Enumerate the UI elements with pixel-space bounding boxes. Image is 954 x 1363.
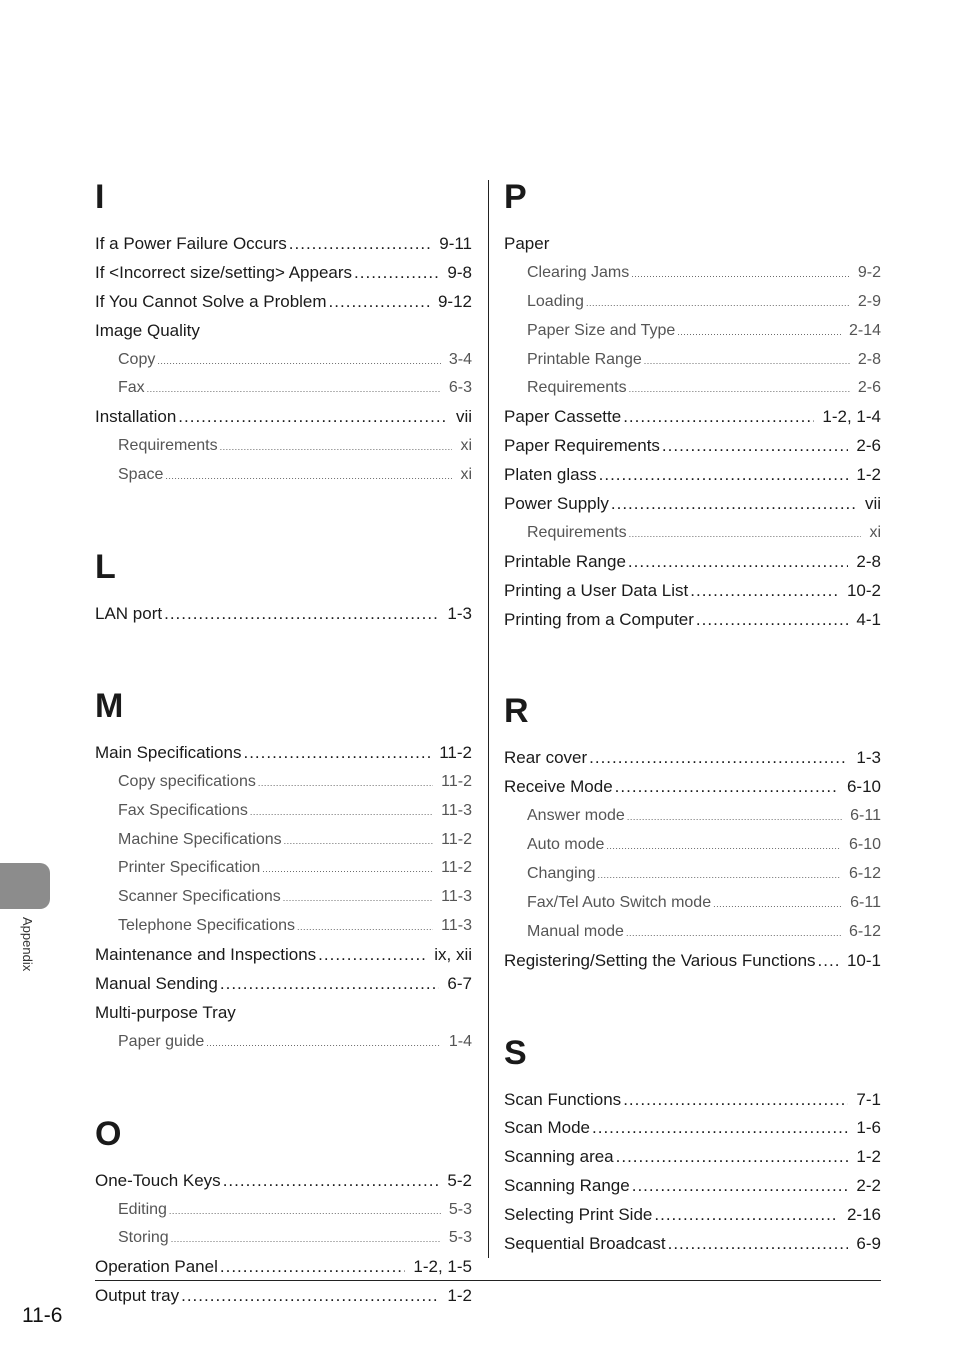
- entry-text: Printable Range: [504, 551, 626, 571]
- entry-text: Maintenance and Inspections: [95, 945, 317, 965]
- entry-text: If You Cannot Solve a Problem: [95, 291, 327, 311]
- index-subentry: [95, 912, 472, 941]
- entry-page: 1-6: [856, 1118, 881, 1138]
- index-entry: [95, 941, 472, 970]
- dot-leader: [599, 461, 849, 490]
- dot-leader: [164, 600, 439, 629]
- entry-page: 2-2: [856, 1176, 881, 1196]
- index-subentry: [95, 1224, 472, 1253]
- entry-page: 6-11: [850, 807, 881, 825]
- index-entry: [504, 1172, 881, 1201]
- entry-page: 1-2, 1-5: [413, 1257, 472, 1277]
- entry-page: 2-16: [846, 1205, 881, 1225]
- entry-page: ix, xii: [434, 945, 472, 965]
- index-entry: [95, 600, 472, 629]
- dot-leader: [284, 827, 434, 856]
- entry-text: Paper Cassette: [504, 407, 622, 427]
- section-letter: M: [95, 686, 124, 725]
- entry-page: 1-4: [448, 1032, 472, 1050]
- entry-page: 4-1: [856, 609, 881, 629]
- section-letter: P: [504, 178, 527, 216]
- dot-leader: [181, 1282, 439, 1311]
- dot-leader: [586, 289, 850, 318]
- entry-text: Paper guide: [118, 1032, 205, 1050]
- index-section: [95, 172, 472, 490]
- entry-page: 2-14: [848, 321, 881, 339]
- dot-leader: [220, 433, 453, 462]
- entry-text: LAN port: [95, 604, 163, 624]
- entry-text: Image Quality: [95, 320, 200, 340]
- dot-leader: [206, 1029, 441, 1058]
- index-entry: [95, 999, 472, 1028]
- entry-text: Scanning area: [504, 1147, 614, 1167]
- entry-page: 2-6: [857, 379, 881, 397]
- entry-page: xi: [869, 523, 881, 541]
- footer-rule: [95, 1280, 881, 1281]
- index-entry: [504, 1086, 881, 1115]
- entry-page: 6-9: [856, 1234, 881, 1254]
- index-subentry: [504, 374, 881, 403]
- entry-text: Printing a User Data List: [504, 580, 689, 600]
- entry-text: Registering/Setting the Various Functions: [504, 950, 816, 970]
- index-subentry: [504, 831, 881, 860]
- entry-text: Sequential Broadcast: [504, 1234, 666, 1254]
- entry-text: Fax: [118, 379, 145, 397]
- entry-text: Main Specifications: [95, 742, 242, 762]
- index-section: [95, 542, 472, 629]
- entry-page: xi: [460, 437, 472, 455]
- index-entry: [95, 970, 472, 999]
- index-entry: [504, 606, 881, 635]
- entry-text: Requirements: [118, 437, 218, 455]
- dot-leader: [615, 773, 839, 802]
- entry-text: Platen glass: [504, 465, 597, 485]
- index-subentry: [95, 854, 472, 883]
- entry-text: Answer mode: [527, 807, 625, 825]
- index-entry: [95, 288, 472, 317]
- section-letter: I: [95, 178, 105, 216]
- entry-text: Manual Sending: [95, 974, 218, 994]
- section-letter: R: [504, 692, 529, 731]
- entry-text: Clearing Jams: [527, 263, 630, 281]
- entry-page: 7-1: [856, 1089, 881, 1109]
- entry-text: Selecting Print Side: [504, 1205, 653, 1225]
- index-entry: [95, 1282, 472, 1311]
- index-entry: [504, 773, 881, 802]
- index-subentry: [95, 346, 472, 375]
- entry-text: Manual mode: [527, 922, 624, 940]
- dot-leader: [165, 462, 452, 491]
- entry-page: 6-11: [850, 893, 881, 911]
- entry-page: 9-12: [437, 291, 472, 311]
- dot-leader: [629, 375, 850, 404]
- dot-leader: [627, 803, 842, 832]
- entry-text: Scanner Specifications: [118, 888, 281, 906]
- index-section: [504, 172, 881, 634]
- index-subentry: [95, 883, 472, 912]
- entry-text: Receive Mode: [504, 777, 613, 797]
- index-entry: [504, 1114, 881, 1143]
- entry-text: Loading: [527, 292, 584, 310]
- index-subentry: [95, 432, 472, 461]
- entry-page: 11-3: [441, 917, 472, 935]
- entry-page: 6-12: [848, 922, 881, 940]
- dot-leader: [818, 947, 839, 976]
- index-entry: [504, 490, 881, 519]
- dot-leader: [171, 1225, 441, 1254]
- entry-page: 1-2: [447, 1286, 472, 1306]
- entry-page: 11-2: [441, 859, 472, 877]
- index-section: [504, 1028, 881, 1259]
- dot-leader: [598, 861, 841, 890]
- dot-leader: [157, 347, 441, 376]
- entry-text: Installation: [95, 407, 177, 427]
- dot-leader: [606, 832, 841, 861]
- entry-page: 5-3: [448, 1200, 472, 1218]
- entry-page: 1-2: [856, 465, 881, 485]
- entry-page: 2-8: [857, 350, 881, 368]
- dot-leader: [289, 230, 431, 259]
- chapter-tab: [0, 863, 50, 909]
- dot-leader: [626, 919, 841, 948]
- dot-leader: [644, 347, 850, 376]
- index-entry: [504, 230, 881, 259]
- entry-text: If a Power Failure Occurs: [95, 234, 287, 253]
- entry-page: 6-7: [447, 974, 472, 994]
- index-entry: [504, 403, 881, 432]
- entry-text: Fax/Tel Auto Switch mode: [527, 893, 712, 911]
- entry-text: Copy: [118, 350, 156, 368]
- index-entry: [95, 739, 472, 768]
- entry-page: 1-2: [856, 1147, 881, 1167]
- entry-text: Machine Specifications: [118, 830, 282, 848]
- dot-leader: [258, 769, 433, 798]
- entry-page: 2-9: [857, 292, 881, 310]
- entry-page: 11-2: [439, 742, 472, 762]
- dot-leader: [318, 941, 426, 970]
- dot-leader: [354, 259, 439, 288]
- entry-text: Auto mode: [527, 836, 605, 854]
- entry-text: Space: [118, 466, 164, 484]
- entry-text: One-Touch Keys: [95, 1170, 221, 1190]
- index-entry: [504, 548, 881, 577]
- dot-leader: [654, 1201, 839, 1230]
- entry-page: 2-6: [856, 436, 881, 456]
- entry-page: 10-2: [846, 580, 881, 600]
- entry-text: Scan Functions: [504, 1089, 622, 1109]
- entry-page: 6-10: [846, 777, 881, 797]
- entry-page: 11-3: [441, 888, 472, 906]
- index-column-left: [95, 172, 472, 1363]
- entry-text: Multi-purpose Tray: [95, 1002, 236, 1022]
- index-subentry: [95, 1196, 472, 1225]
- entry-text: Editing: [118, 1200, 167, 1218]
- dot-leader: [147, 375, 441, 404]
- section-letter: L: [95, 548, 116, 587]
- index-entry: [504, 947, 881, 976]
- entry-page: 11-2: [441, 772, 472, 790]
- index-entry: [95, 259, 472, 288]
- dot-leader: [631, 260, 850, 289]
- dot-leader: [677, 318, 841, 347]
- index-subentry: [95, 374, 472, 403]
- index-subentry: [504, 519, 881, 548]
- dot-leader: [243, 739, 431, 768]
- dot-leader: [262, 855, 433, 884]
- dot-leader: [668, 1230, 849, 1259]
- index-entry: [95, 403, 472, 432]
- entry-text: Scanning Range: [504, 1176, 630, 1196]
- entry-text: Telephone Specifications: [118, 917, 296, 935]
- index-entry: [95, 317, 472, 346]
- entry-page: 6-10: [848, 836, 881, 854]
- entry-page: 5-2: [447, 1170, 472, 1190]
- index-section: [504, 686, 881, 975]
- index-entry: [504, 577, 881, 606]
- dot-leader: [169, 1197, 441, 1226]
- entry-text: Paper Size and Type: [527, 321, 676, 339]
- index-subentry: [504, 918, 881, 947]
- entry-page: 1-2, 1-4: [822, 407, 881, 427]
- index-entry: [504, 744, 881, 773]
- dot-leader: [629, 520, 862, 549]
- dot-leader: [628, 548, 849, 577]
- index-subentry: [504, 317, 881, 346]
- dot-leader: [220, 1253, 406, 1282]
- chapter-tab-label: Appendix: [20, 917, 35, 972]
- index-entry: [504, 1143, 881, 1172]
- entry-page: 9-11: [439, 234, 472, 253]
- entry-page: 11-3: [441, 801, 472, 819]
- index-column-right: [504, 172, 881, 1311]
- dot-leader: [623, 403, 814, 432]
- section-letter: S: [504, 1033, 527, 1072]
- index-subentry: [95, 797, 472, 826]
- index-subentry: [95, 768, 472, 797]
- index-subentry: [504, 288, 881, 317]
- entry-text: Printable Range: [527, 350, 642, 368]
- dot-leader: [329, 288, 430, 317]
- entry-text: Fax Specifications: [118, 801, 248, 819]
- entry-page: 1-3: [447, 604, 472, 624]
- dot-leader: [616, 1143, 849, 1172]
- entry-text: Paper Requirements: [504, 436, 660, 456]
- entry-text: Printer Specification: [118, 859, 261, 877]
- dot-leader: [283, 884, 433, 913]
- entry-page: 9-2: [857, 263, 881, 281]
- entry-page: 2-8: [856, 551, 881, 571]
- index-entry: [95, 1253, 472, 1282]
- entry-text: Requirements: [527, 523, 627, 541]
- entry-text: Output tray: [95, 1286, 180, 1306]
- index-entry: [95, 1167, 472, 1196]
- entry-text: Copy specifications: [118, 772, 256, 790]
- entry-page: 6-12: [848, 865, 881, 883]
- dot-leader: [223, 1167, 440, 1196]
- index-subentry: [504, 346, 881, 375]
- entry-text: Changing: [527, 865, 596, 883]
- index-subentry: [504, 802, 881, 831]
- dot-leader: [632, 1172, 849, 1201]
- column-divider: [488, 180, 489, 1258]
- entry-page: xi: [460, 466, 472, 484]
- entry-page: 11-2: [441, 830, 472, 848]
- index-subentry: [95, 826, 472, 855]
- dot-leader: [178, 403, 448, 432]
- entry-page: 6-3: [448, 379, 472, 397]
- dot-leader: [662, 432, 849, 461]
- entry-page: 10-1: [846, 950, 881, 970]
- entry-page: 5-3: [448, 1229, 472, 1247]
- entry-text: Power Supply: [504, 494, 609, 514]
- dot-leader: [589, 744, 848, 773]
- dot-leader: [623, 1086, 848, 1115]
- dot-leader: [250, 798, 433, 827]
- entry-text: If <Incorrect size/setting> Appears: [95, 262, 353, 282]
- entry-page: 1-3: [856, 748, 881, 768]
- index-entry: [504, 432, 881, 461]
- index-subentry: [95, 1028, 472, 1057]
- index-subentry: [504, 259, 881, 288]
- entry-page: vii: [455, 407, 472, 427]
- page-number: 11-6: [22, 1304, 63, 1327]
- index-entry: [504, 461, 881, 490]
- dot-leader: [690, 577, 839, 606]
- dot-leader: [297, 913, 433, 942]
- entry-text: Requirements: [527, 379, 627, 397]
- index-entry: [504, 1201, 881, 1230]
- dot-leader: [713, 890, 842, 919]
- entry-page: vii: [864, 494, 881, 514]
- index-entry: [504, 1230, 881, 1259]
- entry-text: Rear cover: [504, 748, 588, 768]
- index-subentry: [95, 461, 472, 490]
- entry-page: 9-8: [447, 262, 472, 282]
- entry-text: Storing: [118, 1229, 169, 1247]
- dot-leader: [696, 606, 849, 635]
- index-section: [95, 681, 472, 1057]
- entry-text: Printing from a Computer: [504, 609, 694, 629]
- dot-leader: [220, 970, 440, 999]
- dot-leader: [611, 490, 857, 519]
- dot-leader: [592, 1114, 848, 1143]
- entry-text: Paper: [504, 234, 550, 253]
- section-letter: O: [95, 1114, 122, 1153]
- index-subentry: [504, 860, 881, 889]
- entry-text: Scan Mode: [504, 1118, 590, 1138]
- index-entry: [95, 230, 472, 259]
- index-subentry: [504, 889, 881, 918]
- entry-page: 3-4: [448, 350, 472, 368]
- entry-text: Operation Panel: [95, 1257, 218, 1277]
